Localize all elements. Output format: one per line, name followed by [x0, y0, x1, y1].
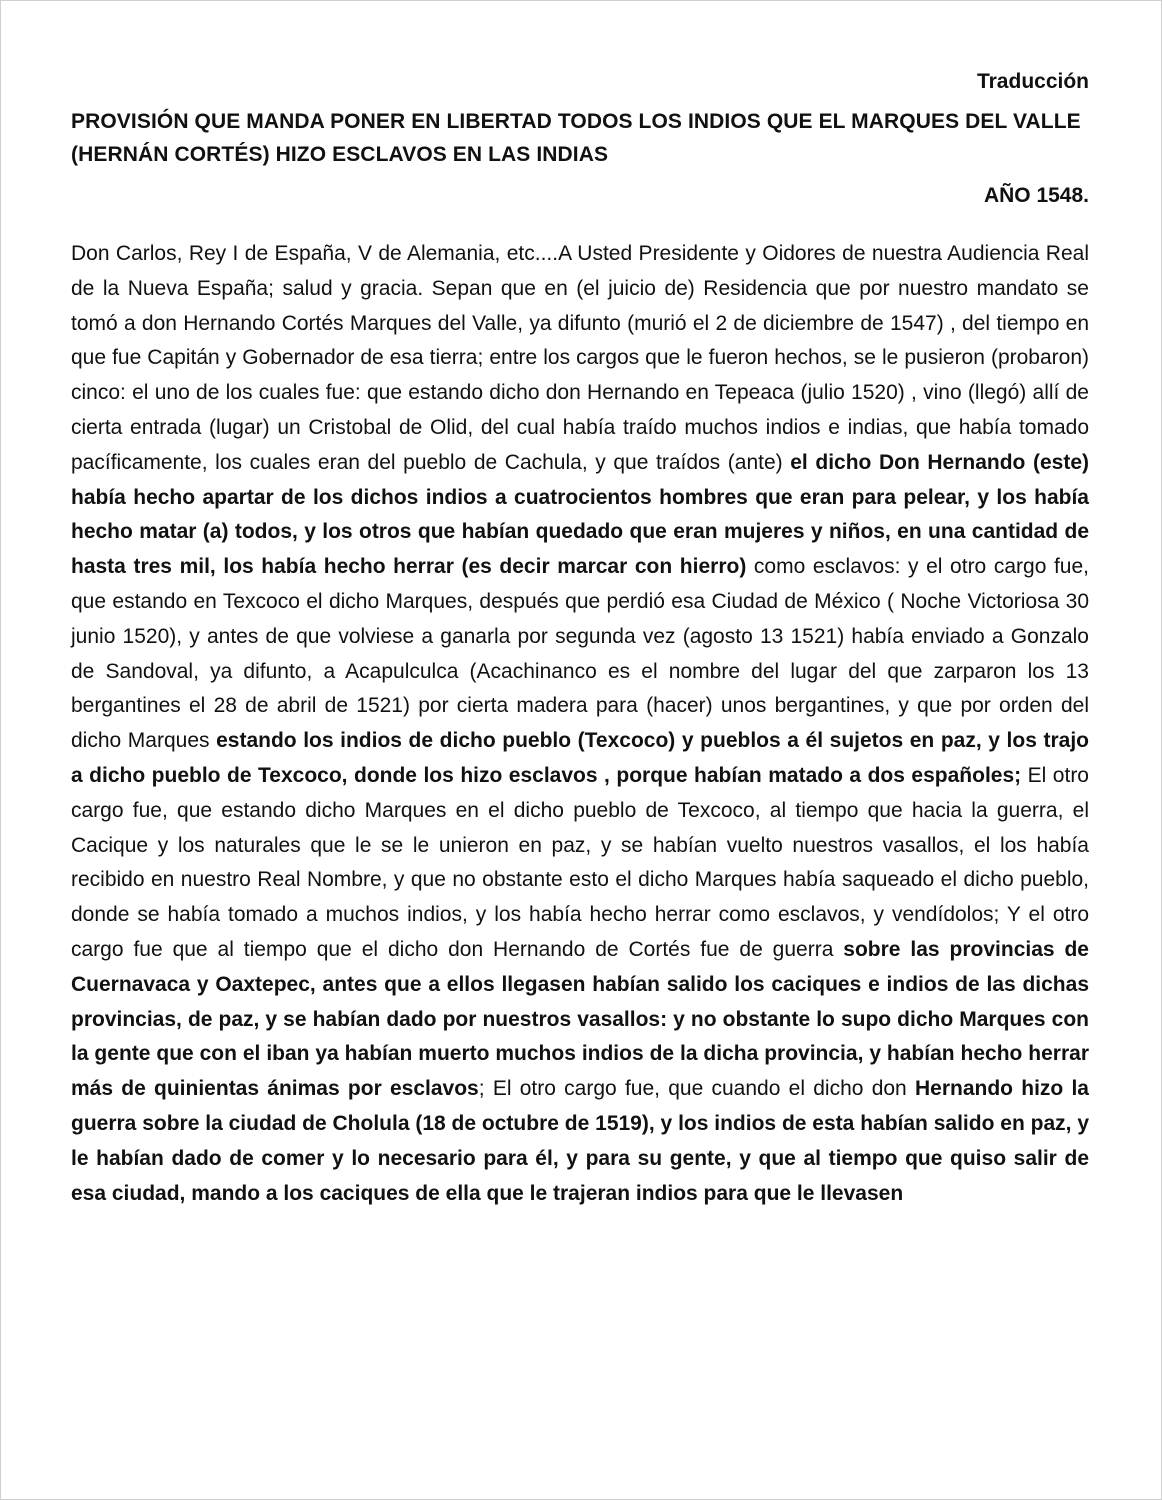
body-segment-bold: Hernando hizo la guerra sobre la ciudad de Cholula (18 de octubre de 1519), y los indios de esta habían salido en paz, y le habían dado de comer y lo necesario para él, y para su gente, y que al tiempo que quiso salir de esa ciudad, mando a los caciques de ella que le trajeran indios para que le llevasen — [71, 1077, 1089, 1205]
body-segment-bold: sobre las provincias de Cuernavaca y Oaxtepec, antes que a ellos llegasen habían salido los caciques e indios de las dichas provincias, de paz, y se habían dado por nuestros vasallos: y no obstante lo supo dicho Marques con la gente que con el iban ya habían muerto muchos indios de la dicha provincia, y habían hecho herrar más de quinientas ánimas por esclavos — [71, 937, 1089, 1101]
body-segment: El otro cargo fue, que estando dicho Marques en el dicho pueblo de Texcoco, al tiempo que hacia la guerra, el Cacique y los naturales que le se le unieron en paz, y se habían vuelto nuestros vasallos, el los había recibido en nuestro Real Nombre, y que no obstante esto el dicho Marques había saqueado el dicho pueblo, donde se había tomado a muchos indios, y los había hecho herrar como esclavos, y vendídolos; Y el otro cargo fue que al tiempo que el dicho don Hernando de Cortés fue de guerra — [71, 763, 1089, 961]
body-segment: como esclavos: y el otro cargo fue, que estando en Texcoco el dicho Marques, después que perdió esa Ciudad de México ( Noche Victoriosa 30 junio 1520), y antes de que volviese a ganarla por segunda vez (agosto 13 1521) había enviado a Gonzalo de Sandoval, ya difunto, a Acapulculca (Acachinanco es el nombre del lugar del que zarparon los 13 bergantines el 28 de abril de 1521) por cierta madera para (hacer) unos bergantines, y que por orden del dicho Marques — [71, 555, 1089, 753]
body-segment: ; El otro cargo fue, que cuando el dicho don — [478, 1077, 915, 1101]
document-body — [71, 237, 1089, 1211]
document-label: Traducción — [976, 70, 1089, 93]
body-segment: Don Carlos, Rey I de España, V de Alemania, etc....A Usted Presidente y Oidores de nuestra Audiencia Real de la Nueva España; salud y gracia. Sepan que en (el juicio de) Residencia que por nuestro mandato se tomó a don Hernando Cortés Marques del Valle, ya difunto (murió el 2 de diciembre de 1547) , del tiempo en que fue Capitán y Gobernador de esa tierra; entre los cargos que le fueron hechos, se le pusieron (probaron) cinco: el uno de los cuales fue: que estando dicho don Hernando en Tepeaca (julio 1520) , vino (llegó) allí de cierta entrada (lugar) un Cristobal de Olid, del cual había traído muchos indios e indias, que había tomado pacíficamente, los cuales eran del pueblo de Cachula, y que traídos (ante) — [71, 242, 1089, 474]
body-segment-bold: el dicho Don Hernando (este) había hecho apartar de los dichos indios a cuatrocientos hombres que eran para pelear, y los había hecho matar (a) todos, y los otros que habían quedado que eran mujeres y niños, en una cantidad de hasta tres mil, los había hecho herrar (es decir marcar con hierro) — [71, 450, 1089, 579]
body-segment-bold: estando los indios de dicho pueblo (Texcoco) y pueblos a él sujetos en paz, y los trajo a dicho pueblo de Texcoco, donde los hizo esclavos , porque habían matado a dos españoles; — [71, 729, 1089, 787]
document-year: AÑO 1548. — [983, 184, 1089, 207]
document-title: PROVISIÓN QUE MANDA PONER EN LIBERTAD TODOS LOS INDIOS QUE EL MARQUES DEL VALLE (HERNÁN CORTÉS) HIZO ESCLAVOS EN LAS INDIAS — [71, 110, 1081, 166]
